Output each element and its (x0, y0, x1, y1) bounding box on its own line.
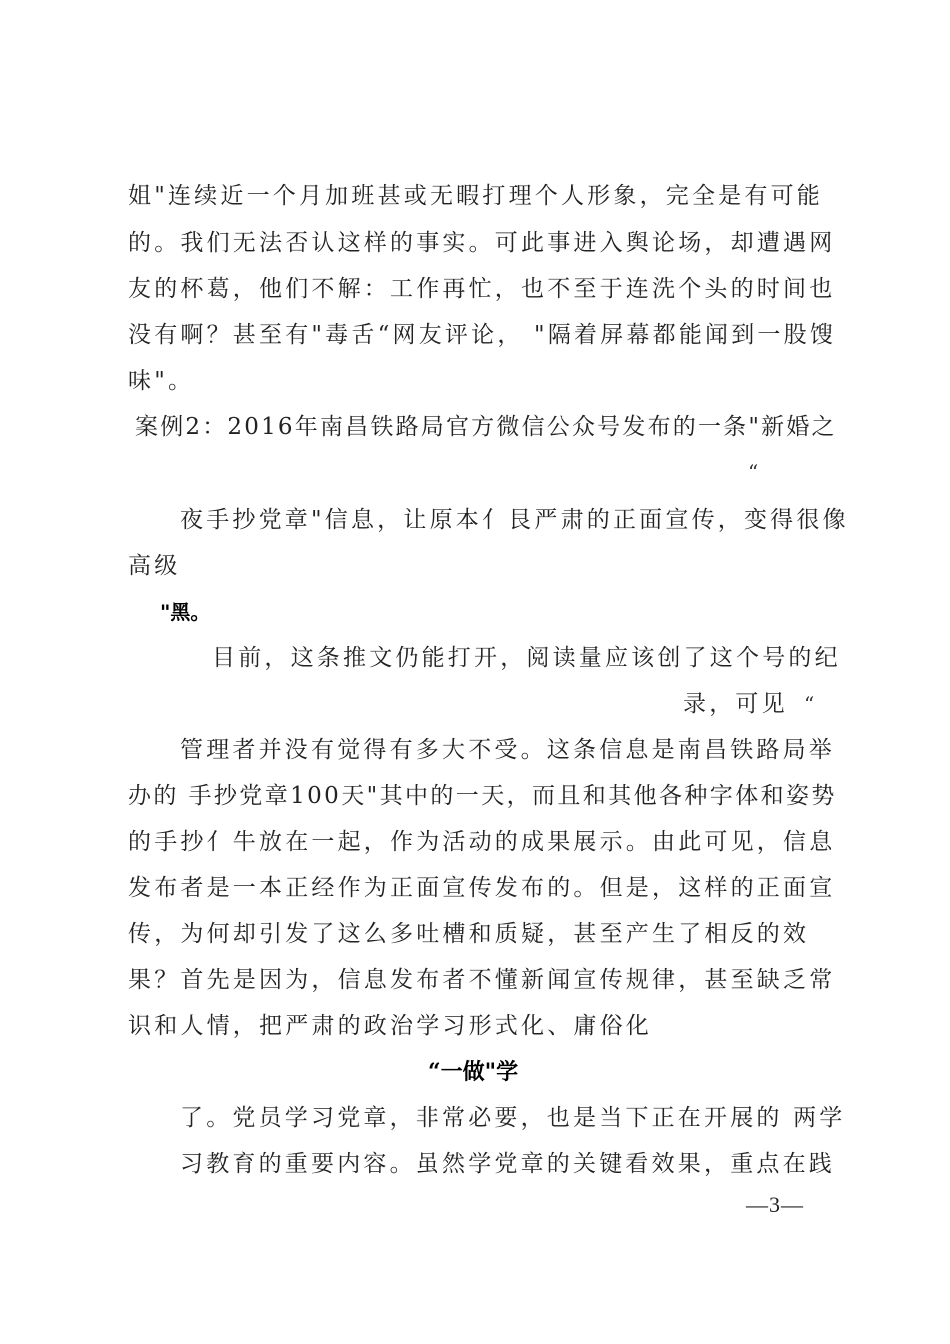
case-heading-line: 案例2：2016年南昌铁路局官方微信公众号发布的一条"新婚之 (135, 414, 837, 440)
text-line: 夜手抄党章"信息，让原本亻艮严肃的正面宣传，变得很像 (180, 507, 849, 533)
text-line: 了。党员学习党章，非常必要，也是当下正在开展的 两学 (180, 1105, 846, 1131)
text-line: 高级 (128, 553, 181, 579)
stray-quote-mark: “ (804, 692, 815, 716)
text-line: 的。我们无法否认这样的事实。可此事进入舆论场，却遭遇网 (128, 230, 836, 256)
text-line: 味"。 (128, 368, 195, 394)
text-line: 果？首先是因为，信息发布者不懂新闻宣传规律，甚至缺乏常 (128, 967, 836, 993)
text-line: 传，为何却引发了这么多吐槽和质疑，甚至产生了相反的效 (128, 921, 810, 947)
stray-quote-mark: “ (748, 460, 759, 484)
text-line: 发布者是一本正经作为正面宣传发布的。但是，这样的正面宣 (128, 875, 836, 901)
text-line: 管理者并没有觉得有多大不受。这条信息是南昌铁路局举 (180, 737, 835, 763)
text-line: 习教育的重要内容。虽然学党章的关键看效果，重点在践 (180, 1151, 835, 1177)
bold-fragment: “一做"学 (428, 1059, 519, 1085)
text-line: 姐"连续近一个月加班甚或无暇打理个人形象，完全是有可能 (128, 183, 823, 209)
page-number: —3— (746, 1192, 804, 1217)
text-line: 录，可见 (683, 691, 788, 717)
bold-fragment: "黑。 (160, 600, 211, 624)
text-line: 办的 手抄党章100天"其中的一天，而且和其他各种字体和姿势 (128, 783, 837, 809)
text-line: 识和人情，把严肃的政治学习形式化、庸俗化 (128, 1013, 652, 1039)
text-line: 没有啊？甚至有"毒舌“网友评论， "隔着屏幕都能闻到一股馊 (128, 322, 837, 348)
text-line: 的手抄亻牛放在一起，作为活动的成果展示。由此可见，信息 (128, 829, 836, 855)
text-line: 友的杯葛，他们不解：工作再忙，也不至于连洗个头的时间也 (128, 276, 836, 302)
text-line: 目前，这条推文仍能打开，阅读量应该创了这个号的纪 (212, 645, 841, 671)
